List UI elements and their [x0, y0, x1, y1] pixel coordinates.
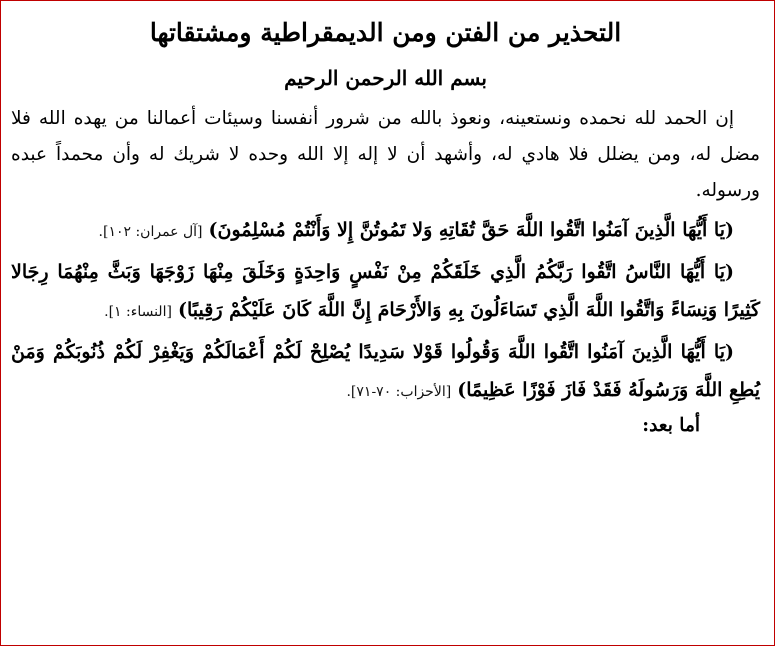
verse-paragraph-1: [11, 211, 760, 251]
verse-text: (يَا أَيُّهَا الَّذِينَ آمَنُوا اتَّقُوا اللَّهَ وَقُولُوا قَوْلا سَدِيدًا يُصْلِحْ لَكُمْ أَعْمَالَكُمْ وَيَغْفِرْ لَكُمْ ذُنُوبَكُمْ وَمَنْ يُطِعِ اللَّهَ وَرَسُولَهُ فَقَدْ فَازَ فَوْزًا عَظِيمًا): [11, 341, 760, 401]
verse-reference: [الأحزاب: ٧٠-٧١].: [346, 384, 452, 400]
verse-reference: [آل عمران: ١٠٢].: [98, 224, 203, 240]
closing-line: أما بعد:: [642, 415, 700, 436]
verse-text: (يَا أَيُّهَا النَّاسُ اتَّقُوا رَبَّكُمُ الَّذِي خَلَقَكُمْ مِنْ نَفْسٍ وَاحِدَةٍ وَخَلَقَ مِنْهَا زَوْجَهَا وَبَثَّ مِنْهُمَا رِجَالا كَثِيرًا وَنِسَاءً وَاتَّقُوا اللَّهَ الَّذِي تَسَاءَلُونَ بِهِ وَالأَرْحَامَ إِنَّ اللَّهَ كَانَ عَلَيْكُمْ رَقِيبًا): [11, 261, 760, 321]
verse-paragraph-3: [11, 333, 760, 411]
verse-paragraph-2: [11, 253, 760, 331]
basmala-heading: بسم الله الرحمن الرحيم: [284, 66, 487, 90]
verse-reference: [النساء: ١].: [104, 304, 172, 320]
page-title: التحذير من الفتن ومن الديمقراطية ومشتقاتها: [149, 18, 622, 47]
intro-paragraph: إن الحمد لله نحمده ونستعينه، ونعوذ بالله من شرور أنفسنا وسيئات أعمالنا من يهده الله فلا مضل له، ومن يضلل فلا هادي له، وأشهد أن لا إله إلا الله وحده لا شريك له وأن محمداً عبده ورسوله.: [11, 108, 760, 201]
verse-text: (يَا أَيُّهَا الَّذِينَ آمَنُوا اتَّقُوا اللَّهَ حَقَّ تُقَاتِهِ وَلا تَمُوتُنَّ إِلا وَأَنْتُمْ مُسْلِمُونَ): [208, 219, 734, 241]
document-body: [1, 1, 774, 441]
